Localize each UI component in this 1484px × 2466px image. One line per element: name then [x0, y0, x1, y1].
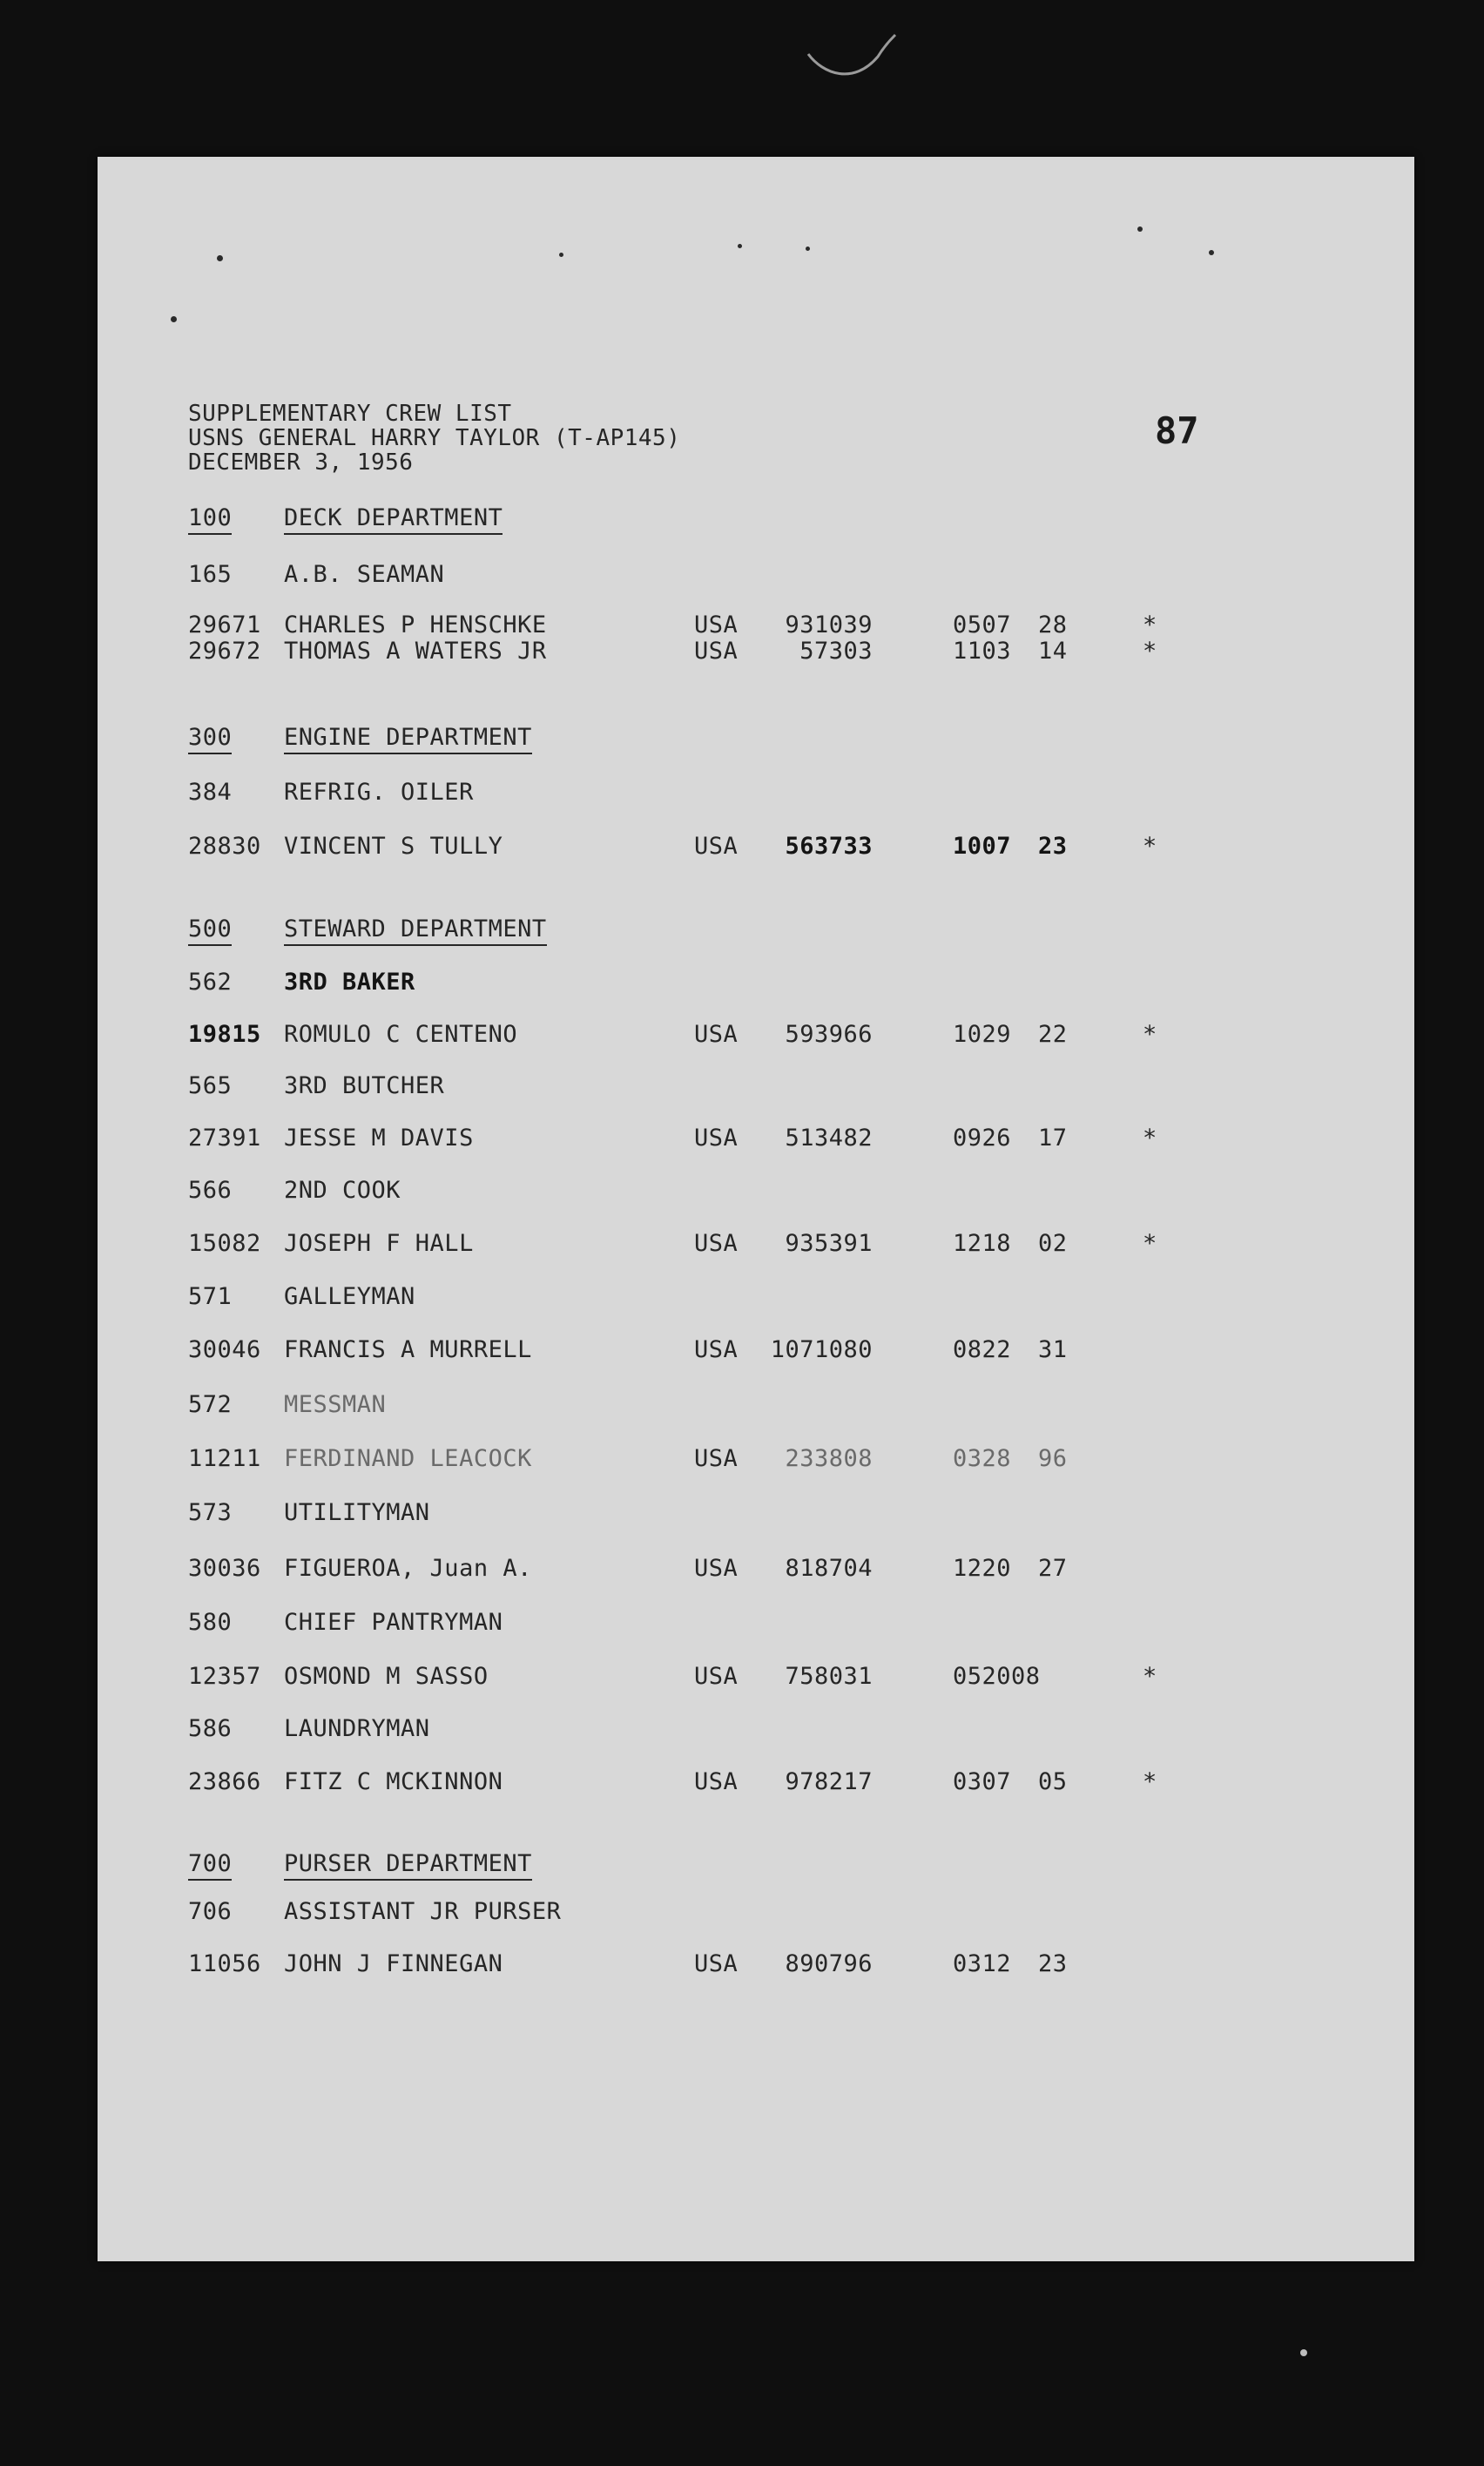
document-page — [98, 157, 1414, 2261]
group-code: 562 — [188, 969, 233, 996]
crew-date: 1220 — [953, 1555, 1012, 1582]
dust-dot — [559, 253, 563, 257]
crew-name: JESSE M DAVIS — [284, 1125, 474, 1152]
header-line-3: DECEMBER 3, 1956 — [188, 449, 414, 476]
dust-dot — [738, 244, 742, 248]
group-code: 572 — [188, 1391, 233, 1418]
crew-date: 0328 — [953, 1445, 1012, 1472]
group-code: 586 — [188, 1715, 233, 1742]
crew-year: 17 — [1038, 1125, 1068, 1152]
crew-mark: * — [1143, 611, 1157, 638]
crew-country: USA — [694, 833, 739, 860]
crew-id: 28830 — [188, 833, 261, 860]
crew-year: 31 — [1038, 1336, 1068, 1363]
group-title: REFRIG. OILER — [284, 779, 474, 806]
crew-country: USA — [694, 1336, 739, 1363]
group-title: MESSMAN — [284, 1391, 387, 1418]
crew-year: 02 — [1038, 1230, 1068, 1257]
crew-name: OSMOND M SASSO — [284, 1663, 489, 1690]
crew-id: 15082 — [188, 1230, 261, 1257]
group-code: 580 — [188, 1609, 233, 1636]
crew-mark: * — [1143, 833, 1157, 860]
group-title: UTILITYMAN — [284, 1499, 430, 1526]
dust-dot — [806, 247, 810, 251]
crew-country: USA — [694, 1555, 739, 1582]
group-title: ASSISTANT JR PURSER — [284, 1898, 562, 1925]
section-code: 300 — [188, 725, 232, 754]
group-code: 165 — [188, 561, 233, 588]
crew-number: 818704 — [785, 1555, 873, 1582]
dust-dot — [171, 316, 177, 322]
crew-number: 513482 — [785, 1125, 873, 1152]
crew-mark: * — [1143, 1768, 1157, 1795]
group-code: 706 — [188, 1898, 233, 1925]
crew-date: 1103 — [953, 638, 1012, 665]
group-title: 2ND COOK — [284, 1177, 401, 1204]
crew-name: THOMAS A WATERS JR — [284, 638, 547, 665]
crew-year: 23 — [1038, 833, 1068, 860]
crew-name: CHARLES P HENSCHKE — [284, 611, 547, 638]
group-title: A.B. SEAMAN — [284, 561, 445, 588]
crew-name: FIGUEROA, Juan A. — [284, 1555, 532, 1582]
crew-date: 1007 — [953, 833, 1012, 860]
crew-mark: * — [1143, 1021, 1157, 1048]
crew-name: FRANCIS A MURRELL — [284, 1336, 532, 1363]
header-line-1: SUPPLEMENTARY CREW LIST — [188, 401, 512, 427]
crew-date: 052008 — [953, 1663, 1041, 1690]
crew-year: 27 — [1038, 1555, 1068, 1582]
crew-date: 0307 — [953, 1768, 1012, 1795]
crew-date: 0926 — [953, 1125, 1012, 1152]
crew-number: 563733 — [785, 833, 873, 860]
crew-number: 890796 — [785, 1950, 873, 1977]
crew-name: FERDINAND LEACOCK — [284, 1445, 532, 1472]
crew-id: 11056 — [188, 1950, 261, 1977]
crew-country: USA — [694, 1125, 739, 1152]
crew-country: USA — [694, 638, 739, 665]
crew-country: USA — [694, 1768, 739, 1795]
section-code: 500 — [188, 916, 232, 946]
crew-number: 593966 — [785, 1021, 873, 1048]
crew-number: 233808 — [785, 1445, 873, 1472]
crew-number: 935391 — [785, 1230, 873, 1257]
crew-mark: * — [1143, 1125, 1157, 1152]
crew-number: 978217 — [785, 1768, 873, 1795]
crew-id: 30036 — [188, 1555, 261, 1582]
crew-number: 758031 — [785, 1663, 873, 1690]
section-title: STEWARD DEPARTMENT — [284, 916, 547, 946]
crew-name: ROMULO C CENTENO — [284, 1021, 518, 1048]
crew-year: 14 — [1038, 638, 1068, 665]
crew-id: 29672 — [188, 638, 261, 665]
crew-mark: * — [1143, 638, 1157, 665]
scan-artifact-icon — [801, 17, 897, 78]
group-title: 3RD BAKER — [284, 969, 415, 996]
section-title: ENGINE DEPARTMENT — [284, 725, 532, 754]
dust-dot — [1209, 250, 1214, 255]
group-code: 573 — [188, 1499, 233, 1526]
dust-dot — [1137, 226, 1143, 232]
crew-date: 0312 — [953, 1950, 1012, 1977]
crew-id: 27391 — [188, 1125, 261, 1152]
crew-number: 1071080 — [770, 1336, 873, 1363]
section-title: PURSER DEPARTMENT — [284, 1851, 532, 1881]
group-code: 571 — [188, 1283, 233, 1310]
crew-year: 22 — [1038, 1021, 1068, 1048]
crew-id: 23866 — [188, 1768, 261, 1795]
crew-country: USA — [694, 611, 739, 638]
crew-country: USA — [694, 1663, 739, 1690]
group-code: 566 — [188, 1177, 233, 1204]
crew-number: 57303 — [799, 638, 873, 665]
crew-id: 11211 — [188, 1445, 261, 1472]
crew-id: 12357 — [188, 1663, 261, 1690]
group-code: 565 — [188, 1072, 233, 1099]
dust-dot — [1300, 2349, 1307, 2356]
crew-name: JOSEPH F HALL — [284, 1230, 474, 1257]
group-title: CHIEF PANTRYMAN — [284, 1609, 503, 1636]
section-code: 700 — [188, 1851, 232, 1881]
crew-id: 29671 — [188, 611, 261, 638]
group-code: 384 — [188, 779, 233, 806]
crew-mark: * — [1143, 1663, 1157, 1690]
crew-country: USA — [694, 1950, 739, 1977]
crew-date: 0822 — [953, 1336, 1012, 1363]
crew-year: 96 — [1038, 1445, 1068, 1472]
header-line-2: USNS GENERAL HARRY TAYLOR (T-AP145) — [188, 425, 681, 451]
crew-date: 0507 — [953, 611, 1012, 638]
crew-mark: * — [1143, 1230, 1157, 1257]
crew-id: 19815 — [188, 1021, 261, 1048]
group-title: LAUNDRYMAN — [284, 1715, 430, 1742]
crew-id: 30046 — [188, 1336, 261, 1363]
group-title: 3RD BUTCHER — [284, 1072, 445, 1099]
page-number: 87 — [1155, 409, 1199, 452]
crew-year: 23 — [1038, 1950, 1068, 1977]
crew-country: USA — [694, 1230, 739, 1257]
crew-name: JOHN J FINNEGAN — [284, 1950, 503, 1977]
section-title: DECK DEPARTMENT — [284, 505, 503, 535]
section-code: 100 — [188, 505, 232, 535]
crew-year: 28 — [1038, 611, 1068, 638]
dust-dot — [217, 255, 223, 261]
crew-country: USA — [694, 1021, 739, 1048]
crew-country: USA — [694, 1445, 739, 1472]
crew-year: 05 — [1038, 1768, 1068, 1795]
crew-name: VINCENT S TULLY — [284, 833, 503, 860]
group-title: GALLEYMAN — [284, 1283, 415, 1310]
crew-date: 1029 — [953, 1021, 1012, 1048]
crew-name: FITZ C MCKINNON — [284, 1768, 503, 1795]
crew-date: 1218 — [953, 1230, 1012, 1257]
crew-number: 931039 — [785, 611, 873, 638]
